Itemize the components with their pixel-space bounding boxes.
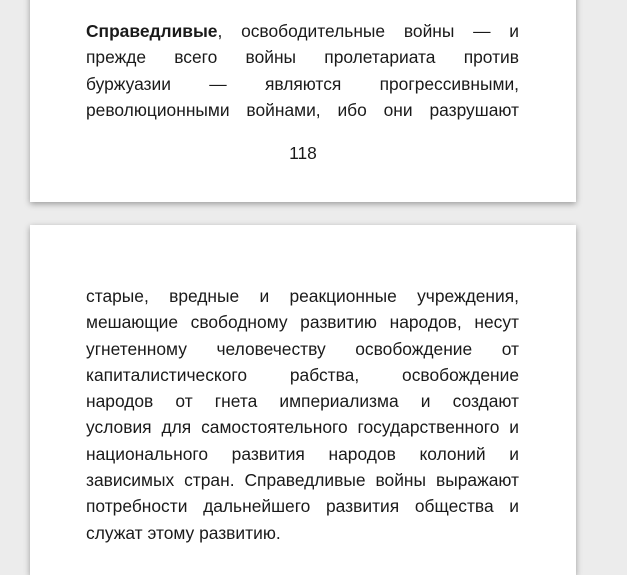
text-line-rest: , освободительные войны — и xyxy=(217,21,519,41)
text-line-last: служат этому развитию. xyxy=(86,522,281,543)
text-line: старые, вредные и реакционные учреждения, xyxy=(86,286,519,306)
text-line: угнетенному человечеству освобождение от xyxy=(86,338,519,359)
text-line: национального развития народов колоний и xyxy=(86,443,519,464)
text-line: буржуазии — являются прогрессивными, xyxy=(86,73,519,94)
text-line: революционными войнами, ибо они разрушают xyxy=(86,99,519,120)
bold-lead-word: Справедливые xyxy=(86,21,218,41)
text-line: народов от гнета империализма и создают xyxy=(86,391,519,412)
text-line: потребности дальнейшего развития общества и xyxy=(86,496,519,517)
document-page-top xyxy=(30,0,576,202)
page-bottom-text xyxy=(86,283,519,546)
text-line: условия для самостоятельного государственного и xyxy=(86,417,519,438)
document-page-bottom xyxy=(30,225,576,575)
text-line xyxy=(86,18,519,44)
text-line: зависимых стран. Справедливые войны выражают xyxy=(86,470,519,491)
page-top-text xyxy=(86,18,519,123)
page-number: 118 xyxy=(289,143,317,163)
text-line: капиталистического рабства, освобождение xyxy=(86,364,519,385)
text-line: прежде всего войны пролетариата против xyxy=(86,47,519,68)
text-line: мешающие свободному развитию народов, несут xyxy=(86,312,519,333)
